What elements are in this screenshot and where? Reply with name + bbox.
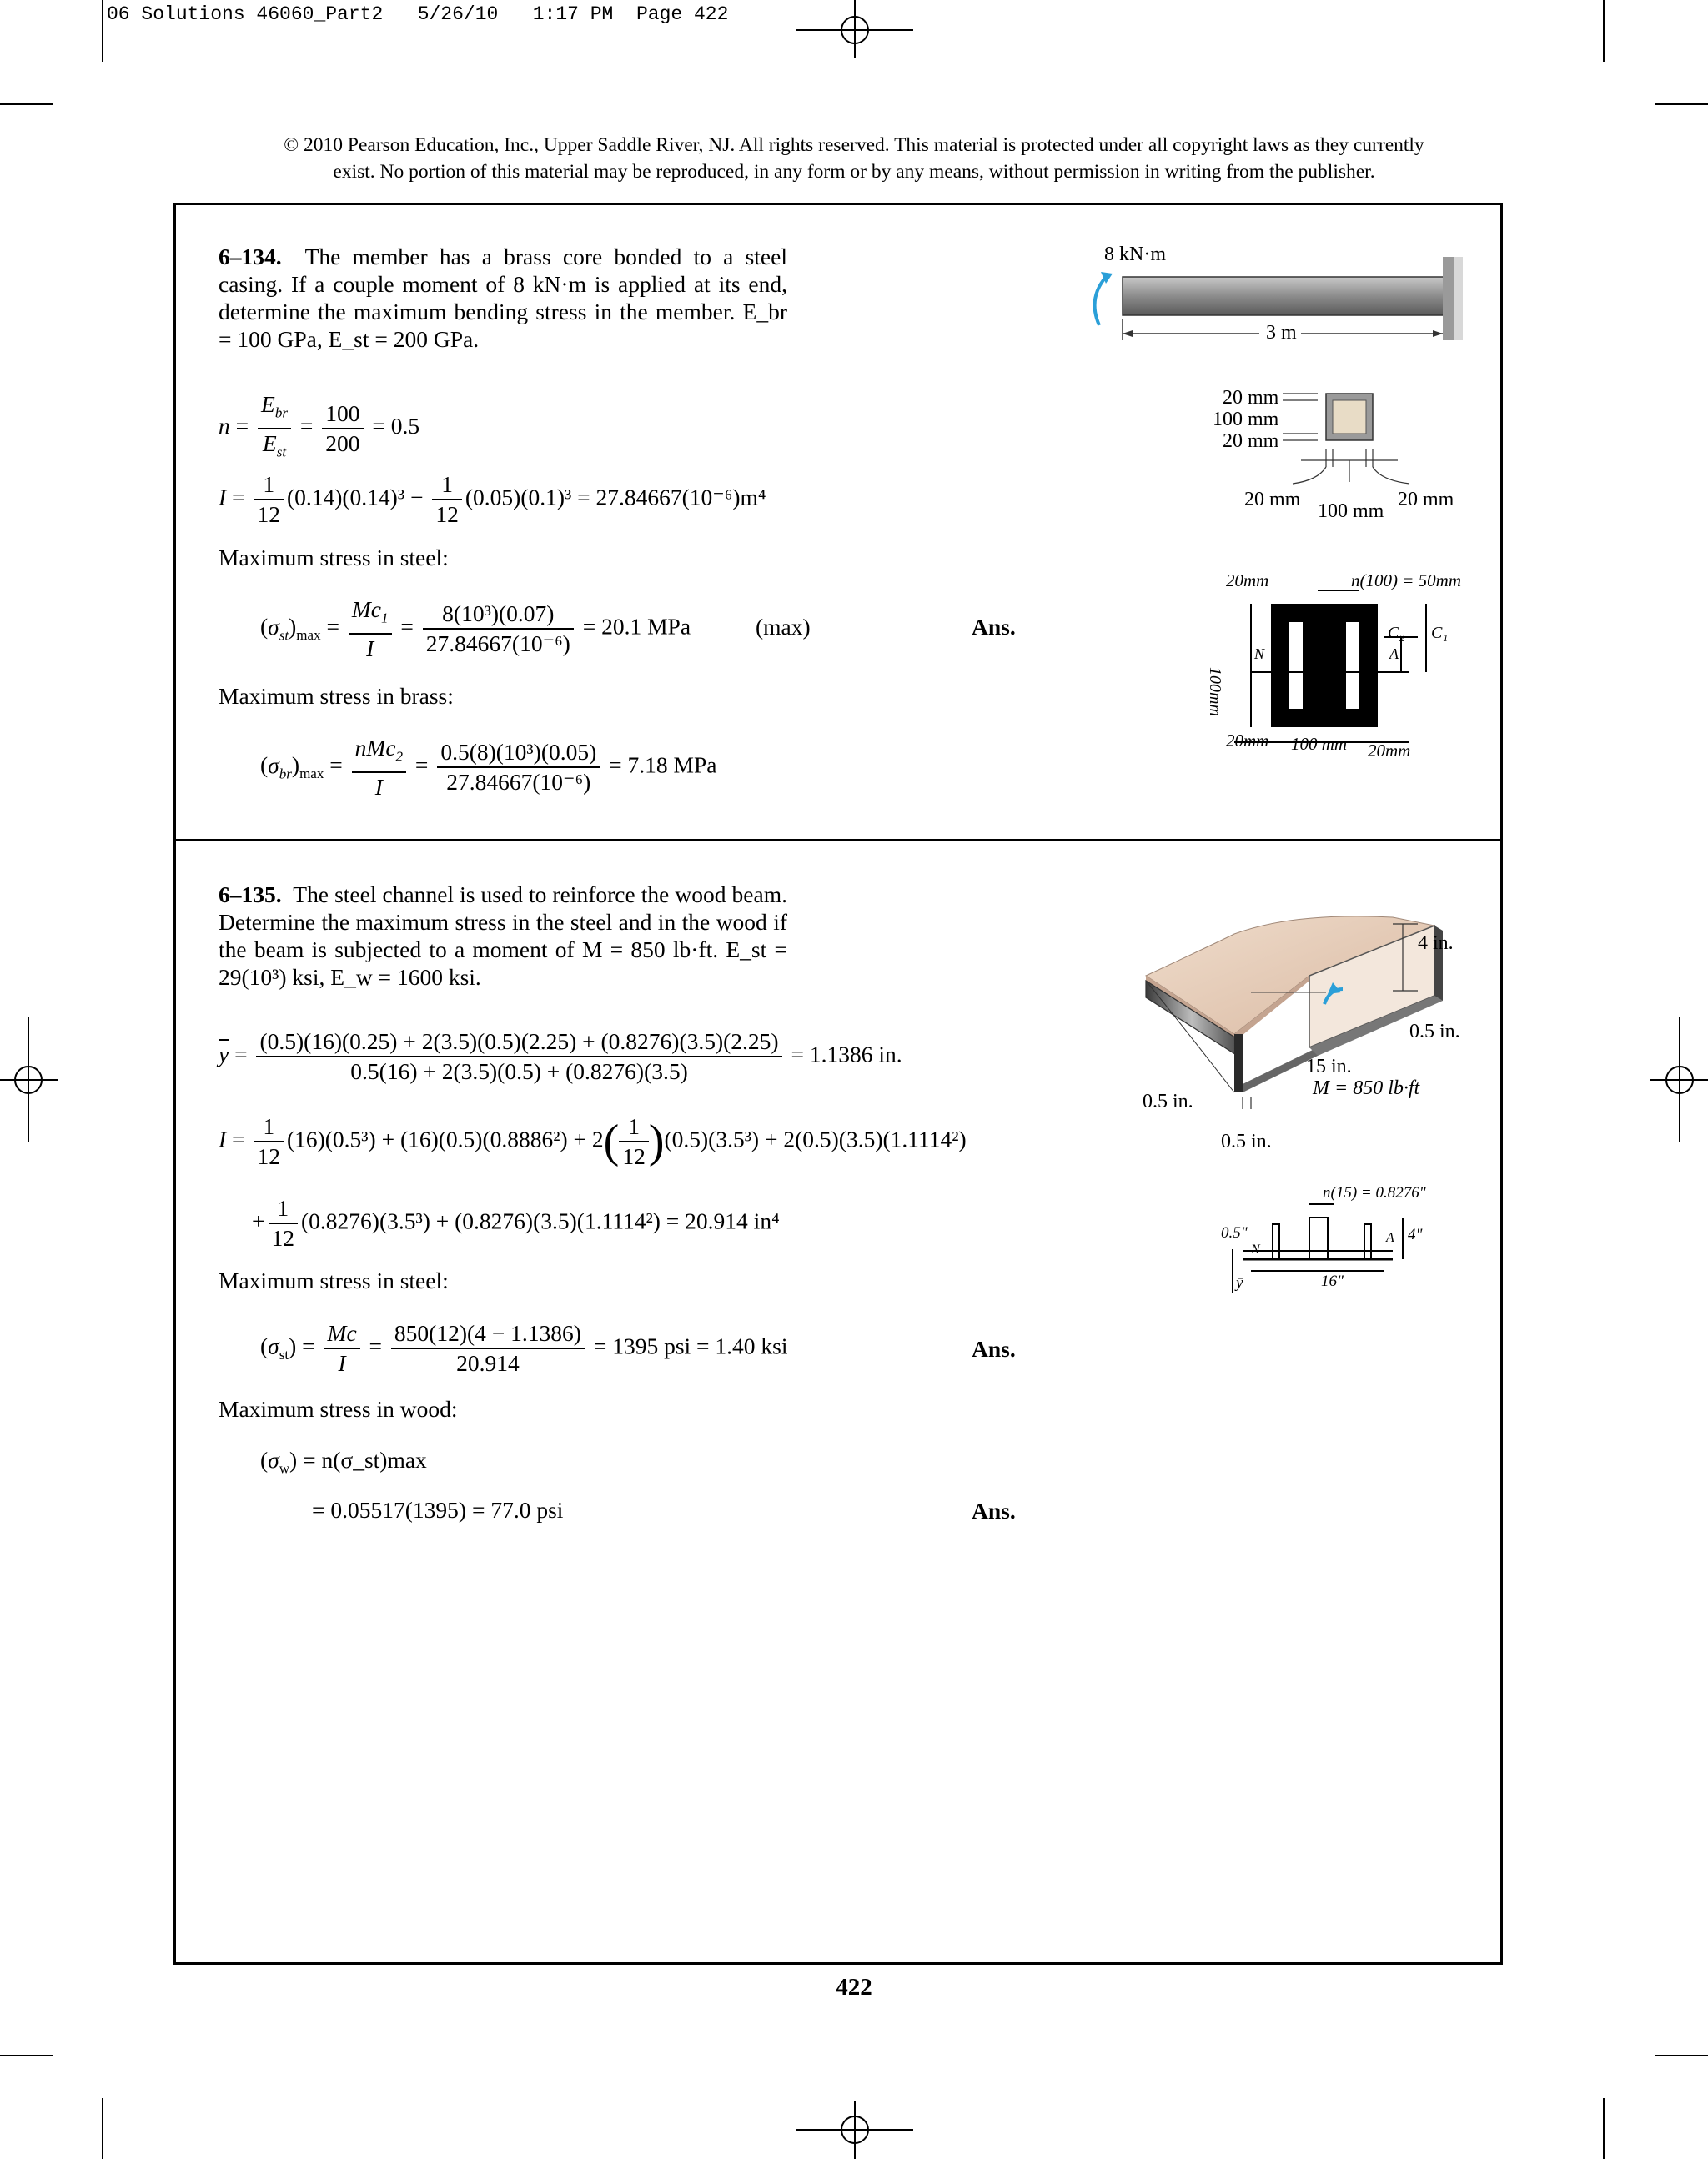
label-max-stress-brass: Maximum stress in brass: — [219, 683, 454, 709]
copyright-line-1: © 2010 Pearson Education, Inc., Upper Saddle River, NJ. All rights reserved. This material is protected under all copyright laws as they currently — [284, 134, 1424, 156]
equation-steel-stress-135: $(\sigma_{st})$ = $\frac{Mc}{I}$ = $\frac{850(12)(4 - 1.1386)}{20.914}$ = 1395 psi = 1.40 ksi — [260, 1320, 788, 1376]
steel-numerator-134: 8(10³)(0.07) — [423, 601, 574, 630]
page-number: 422 — [836, 1974, 872, 2001]
fraction: $\frac{E_{br}}{E_{st}}$ — [258, 392, 291, 464]
sketch-label: A — [1389, 645, 1399, 662]
n-denominator: 200 — [325, 429, 360, 456]
ybar-denominator: 0.5(16) + 2(3.5)(0.5) + (0.8276)(3.5) — [350, 1058, 688, 1084]
crop-mark — [102, 0, 103, 62]
slug-file: 06 Solutions 46060_Part2 — [107, 3, 384, 25]
figure-dim-bottom: 20 mm — [1223, 430, 1279, 452]
crop-mark — [0, 103, 53, 105]
figure-moment-label-135: M = 850 lb·ft — [1313, 1077, 1420, 1099]
figure-dim-left: 20 mm — [1244, 489, 1301, 510]
sketch-label: 16" — [1321, 1273, 1344, 1290]
registration-mark-top — [796, 0, 913, 58]
sketch-label: 20mm — [1368, 741, 1411, 761]
sketch-label: N — [1251, 1243, 1260, 1257]
answer-marker-wood: Ans. — [972, 1498, 1016, 1524]
figure-dim-mid: 100 mm — [1213, 409, 1279, 430]
sketch-label: 0.5" — [1221, 1224, 1248, 1242]
n-result: = 0.5 — [372, 412, 420, 439]
problem-135-statement — [219, 881, 787, 991]
equation-moment-of-inertia-135-cont: + $\frac{1}{12}$ (0.8276)(3.5³) + (0.8276)(3.5)(1.1114²) = 20.914 in⁴ — [252, 1195, 780, 1251]
problem-134-number: 6–134. — [219, 244, 282, 269]
crop-mark — [1603, 0, 1605, 62]
sketch-label: C₂ — [1388, 624, 1405, 642]
steel-denominator-134: 27.84667(10⁻⁶) — [425, 630, 570, 657]
slug-time: 1:17 PM — [532, 3, 614, 25]
inertia-135-part-b: (0.5)(3.5³) + 2(0.5)(3.5)(1.1114²) — [664, 1126, 967, 1152]
equation-moment-of-inertia-135: I = $\frac{1}{12}$ (16)(0.5³) + (16)(0.5)(0.8886²) + 2( $\frac{1}{12}$ )(0.5)(3.5³) + 2(0.5)(3.5)(1.1114²) — [219, 1113, 967, 1169]
copyright-notice — [167, 132, 1541, 185]
registration-mark-right — [1650, 1017, 1708, 1142]
fraction — [322, 401, 363, 456]
equation-brass-stress: $(\sigma_{br})_{max}$ = $\frac{nMc_2}{I}$ = $\frac{\text{0.5(8)(10³)(0.05)}}{\text{27.84667(10⁻⁶)}}$ = 7.18 MPa — [260, 735, 717, 800]
figure-dim-web: 0.5 in. — [1221, 1131, 1272, 1152]
sketch-label: N — [1254, 645, 1265, 662]
figure-cross-section-134 — [1276, 384, 1434, 500]
crop-mark — [1603, 2098, 1605, 2159]
problem-134-statement — [219, 243, 787, 353]
figure-dim-thickness: 0.5 in. — [1409, 1021, 1460, 1042]
figure-dim-right: 20 mm — [1398, 489, 1454, 510]
slug-line — [107, 3, 728, 25]
inertia-135-result: (0.8276)(3.5³) + (0.8276)(3.5)(1.1114²) = 20.914 in⁴ — [301, 1208, 780, 1234]
sketch-label: C₁ — [1431, 624, 1449, 642]
inertia-result-134: = 27.84667(10⁻⁶)m⁴ — [577, 484, 766, 510]
problem-135-number: 6–135. — [219, 881, 282, 907]
sketch-label: 100 mm — [1291, 734, 1348, 754]
inertia-term-2: (0.05)(0.1)³ — [465, 484, 572, 510]
sketch-label: 20mm — [1226, 570, 1269, 590]
ybar-result: = 1.1386 in. — [791, 1041, 902, 1067]
slug-page: Page 422 — [635, 3, 729, 25]
equation-wood-stress: $(\sigma_w)$ = n(σ_st)max — [260, 1447, 427, 1477]
figure-dim-width: 15 in. — [1306, 1056, 1352, 1077]
brass-result: = 7.18 MPa — [609, 751, 717, 778]
steel-max-note: (max) — [756, 614, 811, 640]
equation-moment-of-inertia-134: I = $\frac{1}{12}$ (0.14)(0.14)³ − $\frac{1}{12}$ (0.05)(0.1)³ = 27.84667(10⁻⁶)m⁴ — [219, 471, 766, 527]
registration-mark-left — [0, 1017, 58, 1142]
steel-denominator-135: 20.914 — [456, 1350, 520, 1376]
problem-divider — [173, 839, 1503, 841]
ybar-numerator: (0.5)(16)(0.25) + 2(3.5)(0.5)(2.25) + (0.8276)(3.5)(2.25) — [256, 1029, 781, 1057]
sketch-label: n(15) = 0.8276" — [1323, 1184, 1426, 1202]
problem-134-given: E_br = 100 GPa, E_st = 200 GPa. — [219, 299, 787, 352]
answer-marker-steel-134: Ans. — [972, 614, 1016, 640]
n-numerator: 100 — [322, 401, 363, 429]
sketch-label: A — [1386, 1231, 1394, 1245]
crop-mark — [1655, 103, 1708, 105]
steel-numerator-135: 850(12)(4 − 1.1386) — [391, 1321, 585, 1349]
wood-stress-line-2: = 0.05517(1395) = 77.0 psi — [312, 1497, 564, 1523]
sketch-label: ȳ — [1236, 1274, 1243, 1292]
equation-steel-stress-134: $(\sigma_{st})_{max}$ = $\frac{Mc_1}{I}$ = $\frac{\text{8(10³)(0.07)}}{\text{27.84667(10⁻⁶)}}$ = 20.1 MPa — [260, 596, 691, 661]
steel-result-135: = 1395 psi = 1.40 ksi — [593, 1333, 788, 1359]
brass-denominator: 27.84667(10⁻⁶) — [446, 769, 591, 796]
figure-dim-height: 4 in. — [1418, 932, 1454, 954]
sketch-label: 20mm — [1226, 731, 1269, 751]
problem-135-given: M = 850 lb·ft. E_st = 29(10³) ksi, E_w = 1600 ksi. — [219, 936, 787, 990]
brass-numerator: 0.5(8)(10³)(0.05) — [437, 740, 600, 768]
equation-ybar: $\overline{y}$ = $\frac{(0.5)(16)(0.25) + 2(3.5)(0.5)(2.25) + (0.8276)(3.5)(2.25)}{0.5(16) + 2(3.5)(0.5) + (0.8276)(3.5)}$ = 1.1386 in. — [219, 1028, 902, 1084]
figure-dim-center: 100 mm — [1318, 500, 1384, 522]
inertia-term-1: (0.14)(0.14)³ — [286, 484, 405, 510]
crop-mark — [102, 2098, 103, 2159]
label-max-stress-wood: Maximum stress in wood: — [219, 1396, 458, 1422]
answer-marker-steel-135: Ans. — [972, 1336, 1016, 1362]
equation-n: n = $\frac{E_{br}}{E_{st}}$ = $\frac{100}{200}$ = 0.5 — [219, 392, 419, 464]
inertia-135-part-a: (16)(0.5³) + (16)(0.5)(0.8886²) + 2 — [286, 1126, 604, 1152]
copyright-line-2: exist. No portion of this material may be reproduced, in any form or by any means, without permission in writing from the publisher. — [333, 161, 1375, 183]
slug-date: 5/26/10 — [417, 3, 499, 25]
crop-mark — [1655, 2055, 1708, 2056]
figure-length-label: 3 m — [1266, 322, 1297, 344]
figure-moment-label: 8 kN·m — [1104, 244, 1166, 265]
label-max-stress-steel-134: Maximum stress in steel: — [219, 545, 449, 570]
label-max-stress-steel-135: Maximum stress in steel: — [219, 1268, 449, 1293]
figure-dim-flange: 0.5 in. — [1143, 1091, 1193, 1112]
registration-mark-bottom — [796, 2101, 913, 2159]
sketch-label: n(100) = 50mm — [1351, 570, 1461, 590]
crop-mark — [0, 2055, 53, 2056]
problem-134-text: The member has a brass core bonded to a steel casing. If a couple moment of 8 kN·m is applied at its end, determine the maximum bending stress in the member. — [219, 244, 787, 324]
problem-135-text: The steel channel is used to reinforce the wood beam. Determine the maximum stress in the steel and in the wood if the beam is subjected to a moment of — [219, 881, 787, 962]
steel-result-134: = 20.1 MPa — [582, 613, 691, 640]
figure-dim-top: 20 mm — [1223, 387, 1279, 409]
sketch-label: 4" — [1408, 1226, 1423, 1243]
wood-stress-line-1: = n(σ_st)max — [303, 1447, 427, 1473]
sketch-label: 100mm — [1206, 667, 1224, 716]
